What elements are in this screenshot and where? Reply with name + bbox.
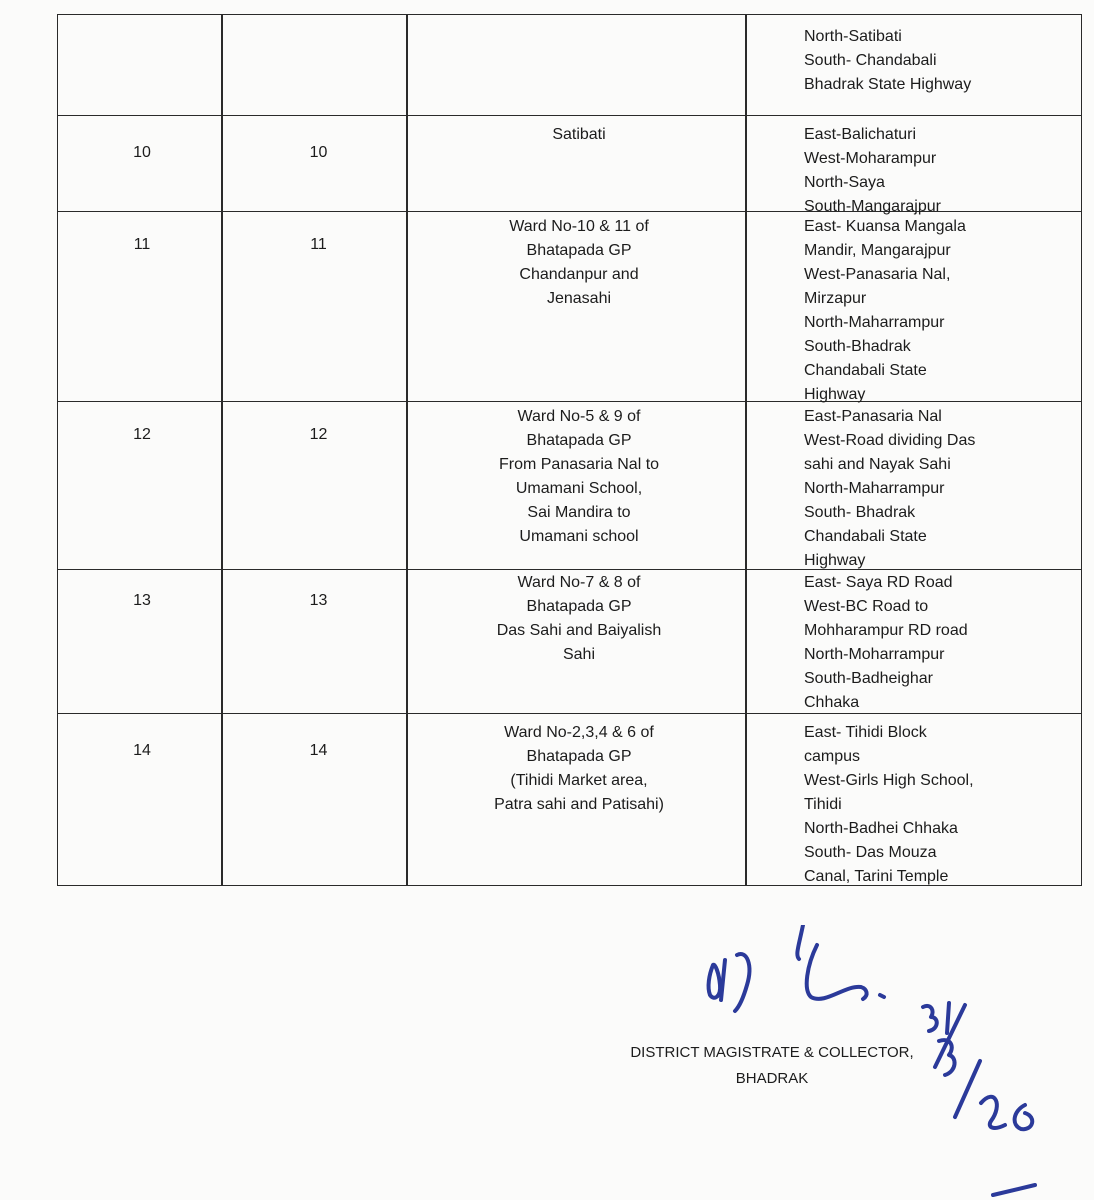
boundary-line: North-Maharrampur (804, 314, 945, 331)
area-line: Umamani school (519, 528, 639, 545)
boundary-line: North-Satibati (804, 28, 902, 45)
area-description (414, 721, 744, 817)
booth-number: 10 (309, 144, 328, 161)
boundary-line: Chandabali State (804, 362, 927, 379)
boundary-description (804, 405, 1094, 573)
area-line: Sai Mandira to (527, 504, 631, 521)
table-row (58, 569, 1081, 714)
boundary-line: Chhaka (804, 694, 860, 711)
area-line: Sahi (562, 646, 596, 663)
boundary-line: South-Bhadrak (804, 338, 911, 355)
boundary-line: North-Moharrampur (804, 646, 945, 663)
area-line: Bhatapada GP (526, 242, 632, 259)
boundary-line: East- Saya RD Road (804, 574, 953, 591)
signatory-designation (612, 1040, 932, 1092)
area-line: Satibati (552, 126, 606, 143)
area-line: Bhatapada GP (526, 598, 632, 615)
designation-line-1: DISTRICT MAGISTRATE & COLLECTOR, (630, 1044, 914, 1061)
boundary-line: East-Balichaturi (804, 126, 917, 143)
serial-number: 10 (133, 144, 151, 161)
booth-number: 13 (309, 592, 328, 609)
boundary-line: Mohharampur RD road (804, 622, 968, 639)
area-description (414, 123, 744, 147)
area-description (414, 571, 744, 667)
boundary-description (804, 571, 1094, 715)
boundary-line: campus (804, 748, 861, 765)
area-line: Bhatapada GP (526, 432, 632, 449)
table-row (58, 15, 1081, 116)
area-line: Umamani School, (515, 480, 643, 497)
boundary-line: South-Badheighar (804, 670, 933, 687)
boundary-line: North-Maharrampur (804, 480, 945, 497)
boundary-line: South- Chandabali (804, 52, 937, 69)
area-line: Chandanpur and (519, 266, 639, 283)
table-row (58, 401, 1081, 570)
ward-boundary-table (57, 14, 1082, 886)
boundary-line: Tihidi (804, 796, 842, 813)
serial-number: 12 (133, 426, 151, 443)
area-line: Jenasahi (546, 290, 612, 307)
boundary-line: East- Tihidi Block (804, 724, 927, 741)
boundary-description (804, 25, 1094, 97)
area-line: Ward No-2,3,4 & 6 of (504, 724, 654, 741)
area-description (414, 405, 744, 549)
table-row (58, 115, 1081, 215)
boundary-line: South- Das Mouza (804, 844, 937, 861)
booth-number: 11 (310, 236, 327, 253)
boundary-description (804, 721, 1094, 889)
booth-number: 12 (309, 426, 328, 443)
table-row (58, 713, 1081, 885)
boundary-line: Mirzapur (804, 290, 867, 307)
boundary-line: East-Panasaria Nal (804, 408, 942, 425)
serial-number: 13 (133, 592, 151, 609)
area-line: Ward No-7 & 8 of (517, 574, 641, 591)
area-description (414, 215, 744, 311)
boundary-line: West-Moharampur (804, 150, 937, 167)
boundary-line: North-Saya (804, 174, 885, 191)
boundary-line: Mandir, Mangarajpur (804, 242, 951, 259)
serial-number: 14 (133, 742, 151, 759)
area-line: Bhatapada GP (526, 748, 632, 765)
boundary-line: South-Mangarajpur (804, 198, 941, 215)
boundary-line: East- Kuansa Mangala (804, 218, 966, 235)
boundary-description (804, 123, 1094, 219)
area-line: Patra sahi and Patisahi) (494, 796, 664, 813)
area-line: Ward No-10 & 11 of (509, 218, 649, 235)
table-row (58, 211, 1081, 402)
area-line: From Panasaria Nal to (498, 456, 660, 473)
boundary-line: West-BC Road to (804, 598, 929, 615)
boundary-line: South- Bhadrak (804, 504, 916, 521)
area-line: Ward No-5 & 9 of (517, 408, 641, 425)
boundary-line: Bhadrak State Highway (804, 76, 972, 93)
boundary-line: North-Badhei Chhaka (804, 820, 958, 837)
boundary-line: Canal, Tarini Temple (804, 868, 949, 885)
booth-number: 14 (309, 742, 328, 759)
boundary-line: West-Panasaria Nal, (804, 266, 951, 283)
boundary-line: Chandabali State (804, 528, 927, 545)
boundary-description (804, 215, 1094, 407)
boundary-line: Highway (804, 552, 866, 569)
serial-number: 11 (133, 236, 151, 253)
boundary-line: West-Road dividing Das (804, 432, 976, 449)
boundary-line: West-Girls High School, (804, 772, 974, 789)
boundary-line: Highway (804, 386, 866, 403)
area-line: Das Sahi and Baiyalish (496, 622, 662, 639)
area-line: (Tihidi Market area, (510, 772, 648, 789)
boundary-line: sahi and Nayak Sahi (804, 456, 951, 473)
designation-line-2: BHADRAK (735, 1070, 809, 1087)
